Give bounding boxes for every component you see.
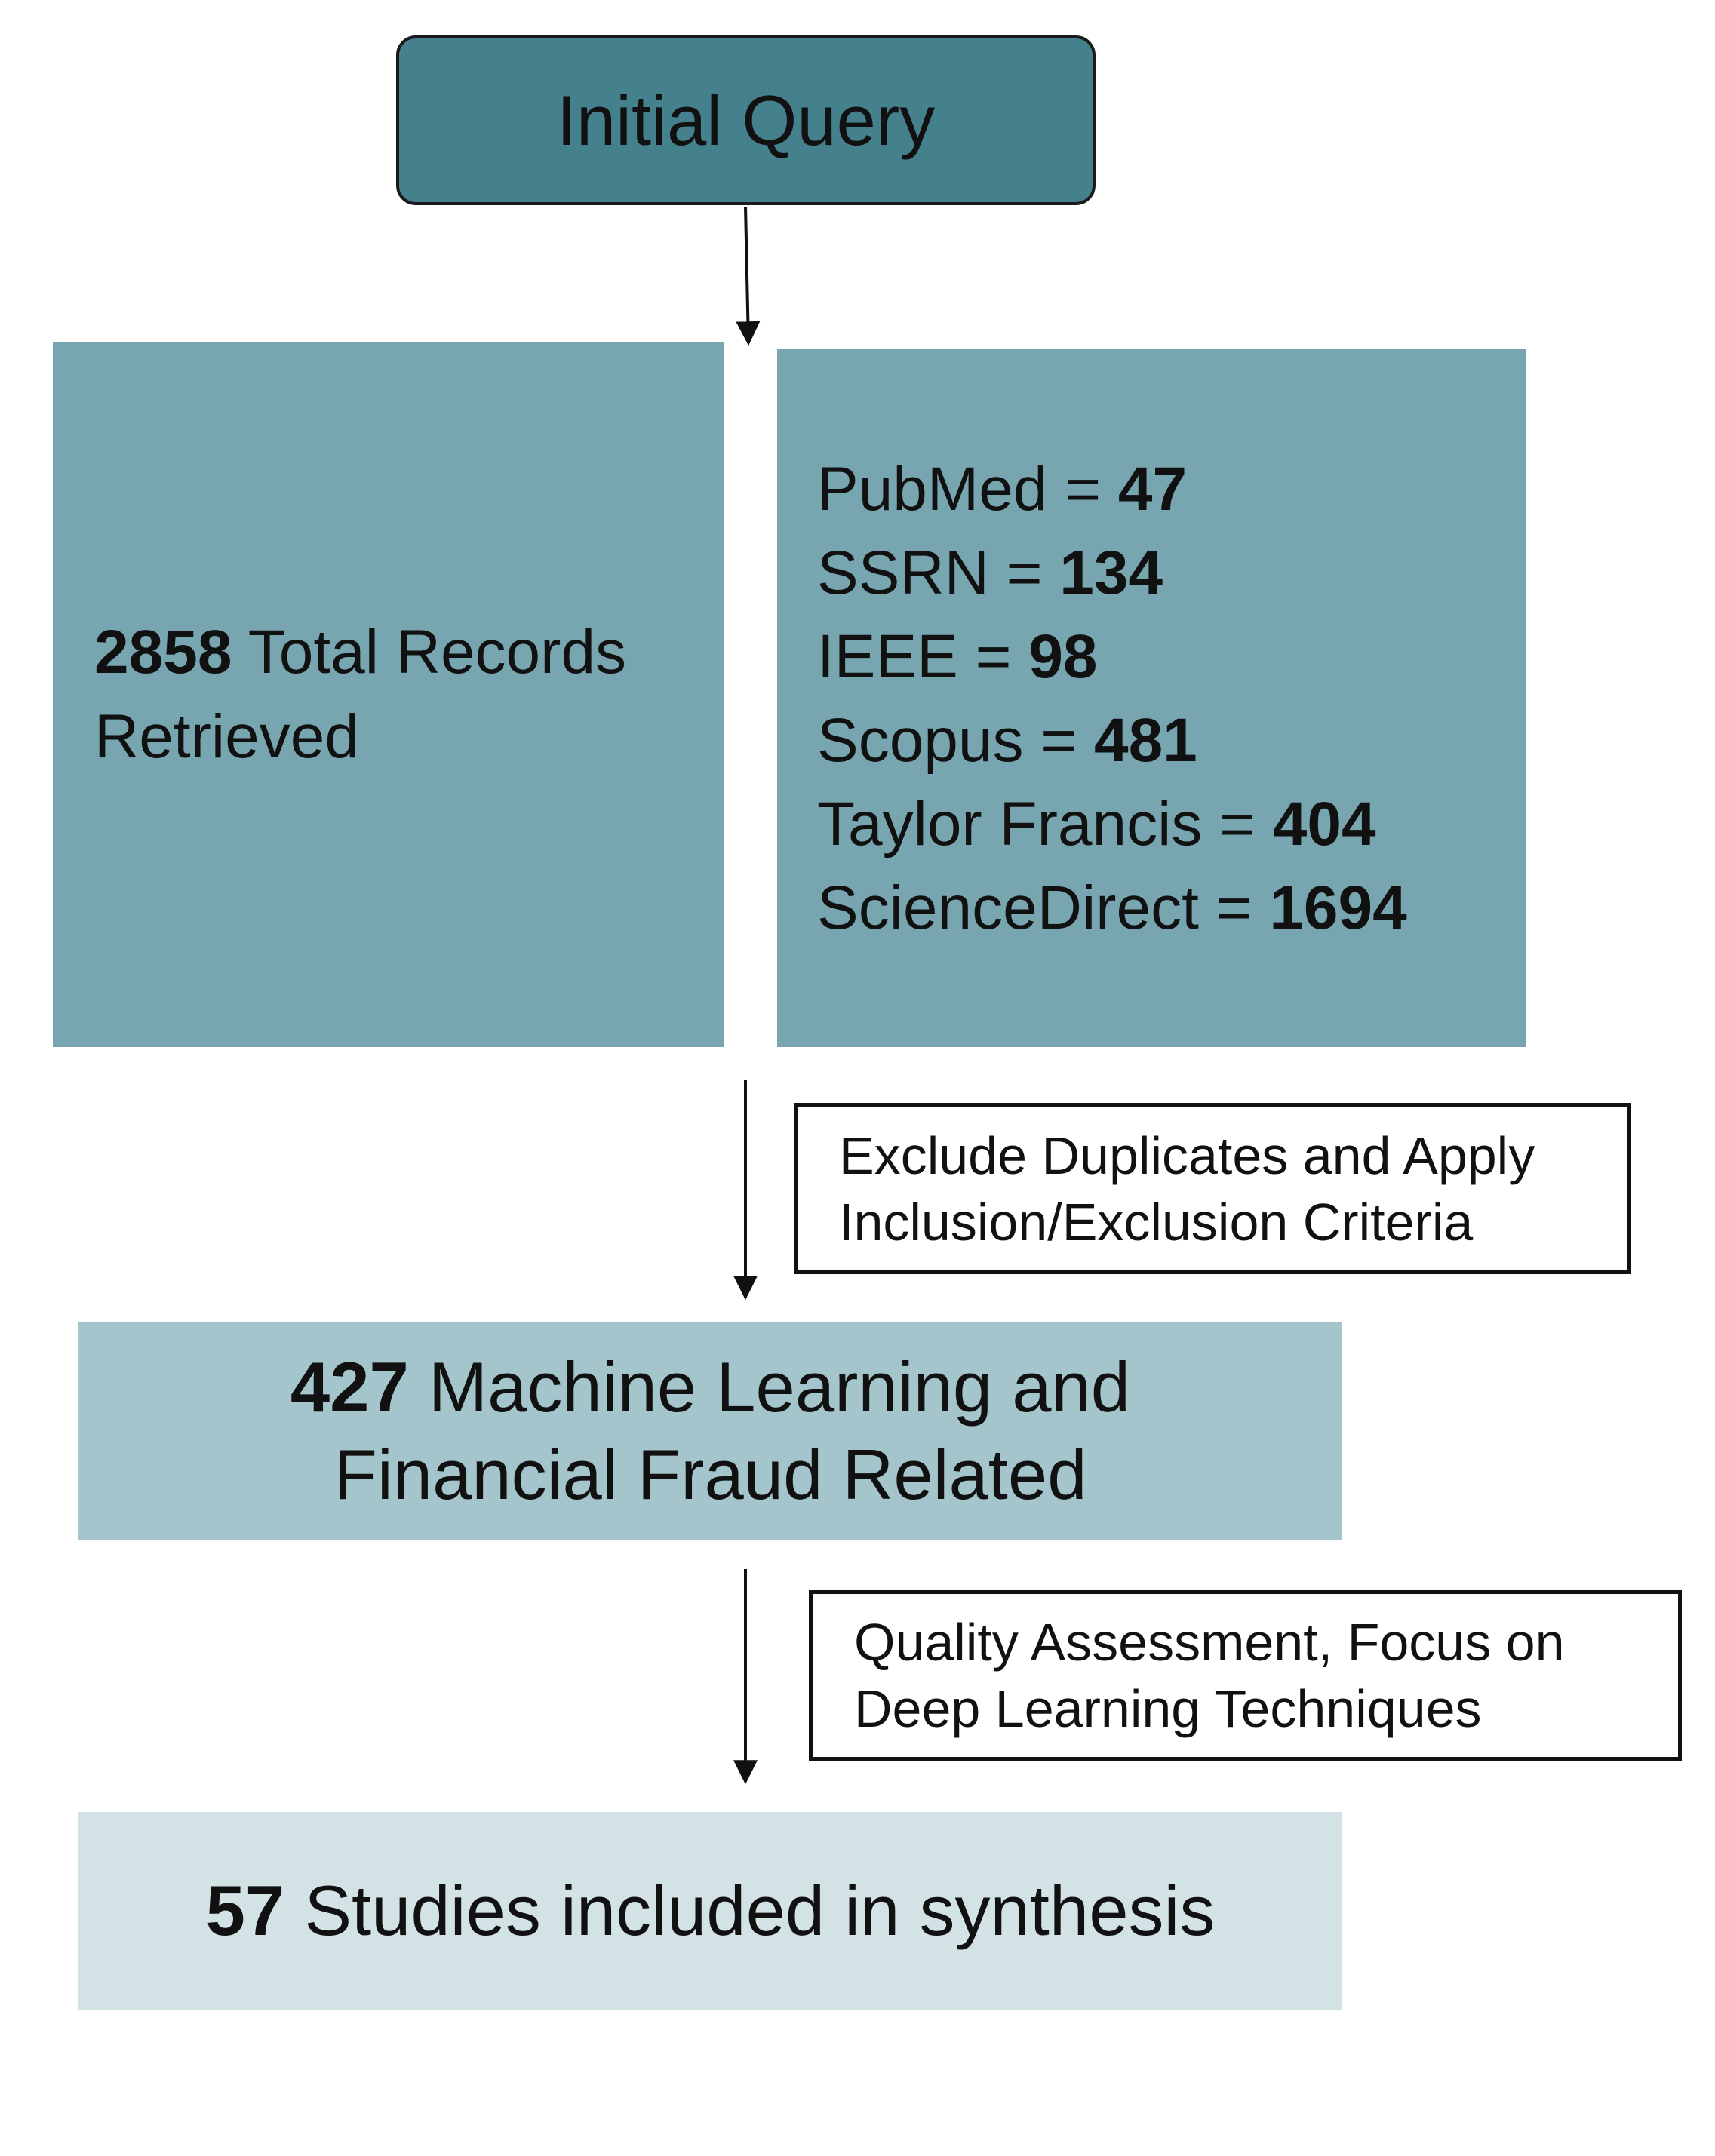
exclusion-criteria-step — [794, 1103, 1631, 1274]
source-equals: = — [1202, 789, 1273, 858]
source-name: PubMed — [817, 454, 1048, 524]
ml-fraud-related-box — [78, 1322, 1342, 1540]
source-sciencedirect — [817, 866, 1511, 950]
database-sources-box — [777, 349, 1526, 1047]
related-text-line1: Machine Learning and — [428, 1347, 1131, 1427]
source-pubmed — [817, 447, 1511, 531]
total-records-text — [94, 610, 626, 779]
source-name: ScienceDirect — [817, 873, 1199, 942]
included-text: Studies included in synthesis — [304, 1871, 1216, 1950]
source-equals: = — [1023, 705, 1094, 775]
source-equals: = — [1047, 454, 1118, 524]
total-records-label-line1: Total Records — [247, 617, 627, 686]
total-records-box — [53, 342, 724, 1047]
initial-query-label: Initial Query — [556, 80, 936, 160]
source-count: 481 — [1093, 705, 1197, 775]
included-count: 57 — [205, 1871, 285, 1950]
included-line — [206, 1870, 1216, 1952]
quality-assessment-step — [809, 1590, 1682, 1761]
source-name: Scopus — [817, 705, 1024, 775]
source-equals: = — [957, 622, 1029, 691]
source-name: Taylor Francis — [817, 789, 1203, 858]
studies-included-box — [78, 1812, 1342, 2010]
source-count: 98 — [1028, 622, 1098, 691]
source-ieee — [817, 615, 1511, 699]
source-ssrn — [817, 531, 1511, 615]
quality-step-line2: Deep Learning Techniques — [854, 1679, 1482, 1738]
source-equals: = — [1198, 873, 1270, 942]
source-count: 47 — [1117, 454, 1188, 524]
related-count: 427 — [290, 1347, 409, 1427]
quality-step-line1: Quality Assessment, Focus on — [854, 1613, 1565, 1672]
related-line1 — [290, 1344, 1130, 1431]
exclusion-step-line2: Inclusion/Exclusion Criteria — [839, 1192, 1474, 1252]
source-name: SSRN — [817, 538, 989, 607]
source-taylor-francis — [817, 782, 1511, 866]
source-count: 134 — [1059, 538, 1163, 607]
source-name: IEEE — [817, 622, 958, 691]
total-records-label-line2: Retrieved — [94, 702, 359, 771]
source-scopus — [817, 699, 1511, 782]
source-count: 404 — [1272, 789, 1376, 858]
source-count: 1694 — [1269, 873, 1407, 942]
exclusion-step-line1: Exclude Duplicates and Apply — [839, 1126, 1535, 1185]
initial-query-box — [396, 35, 1096, 205]
arrow-query-to-records — [745, 207, 748, 343]
total-records-count: 2858 — [94, 617, 232, 686]
source-equals: = — [988, 538, 1060, 607]
related-text-line2: Financial Fraud Related — [333, 1435, 1087, 1514]
